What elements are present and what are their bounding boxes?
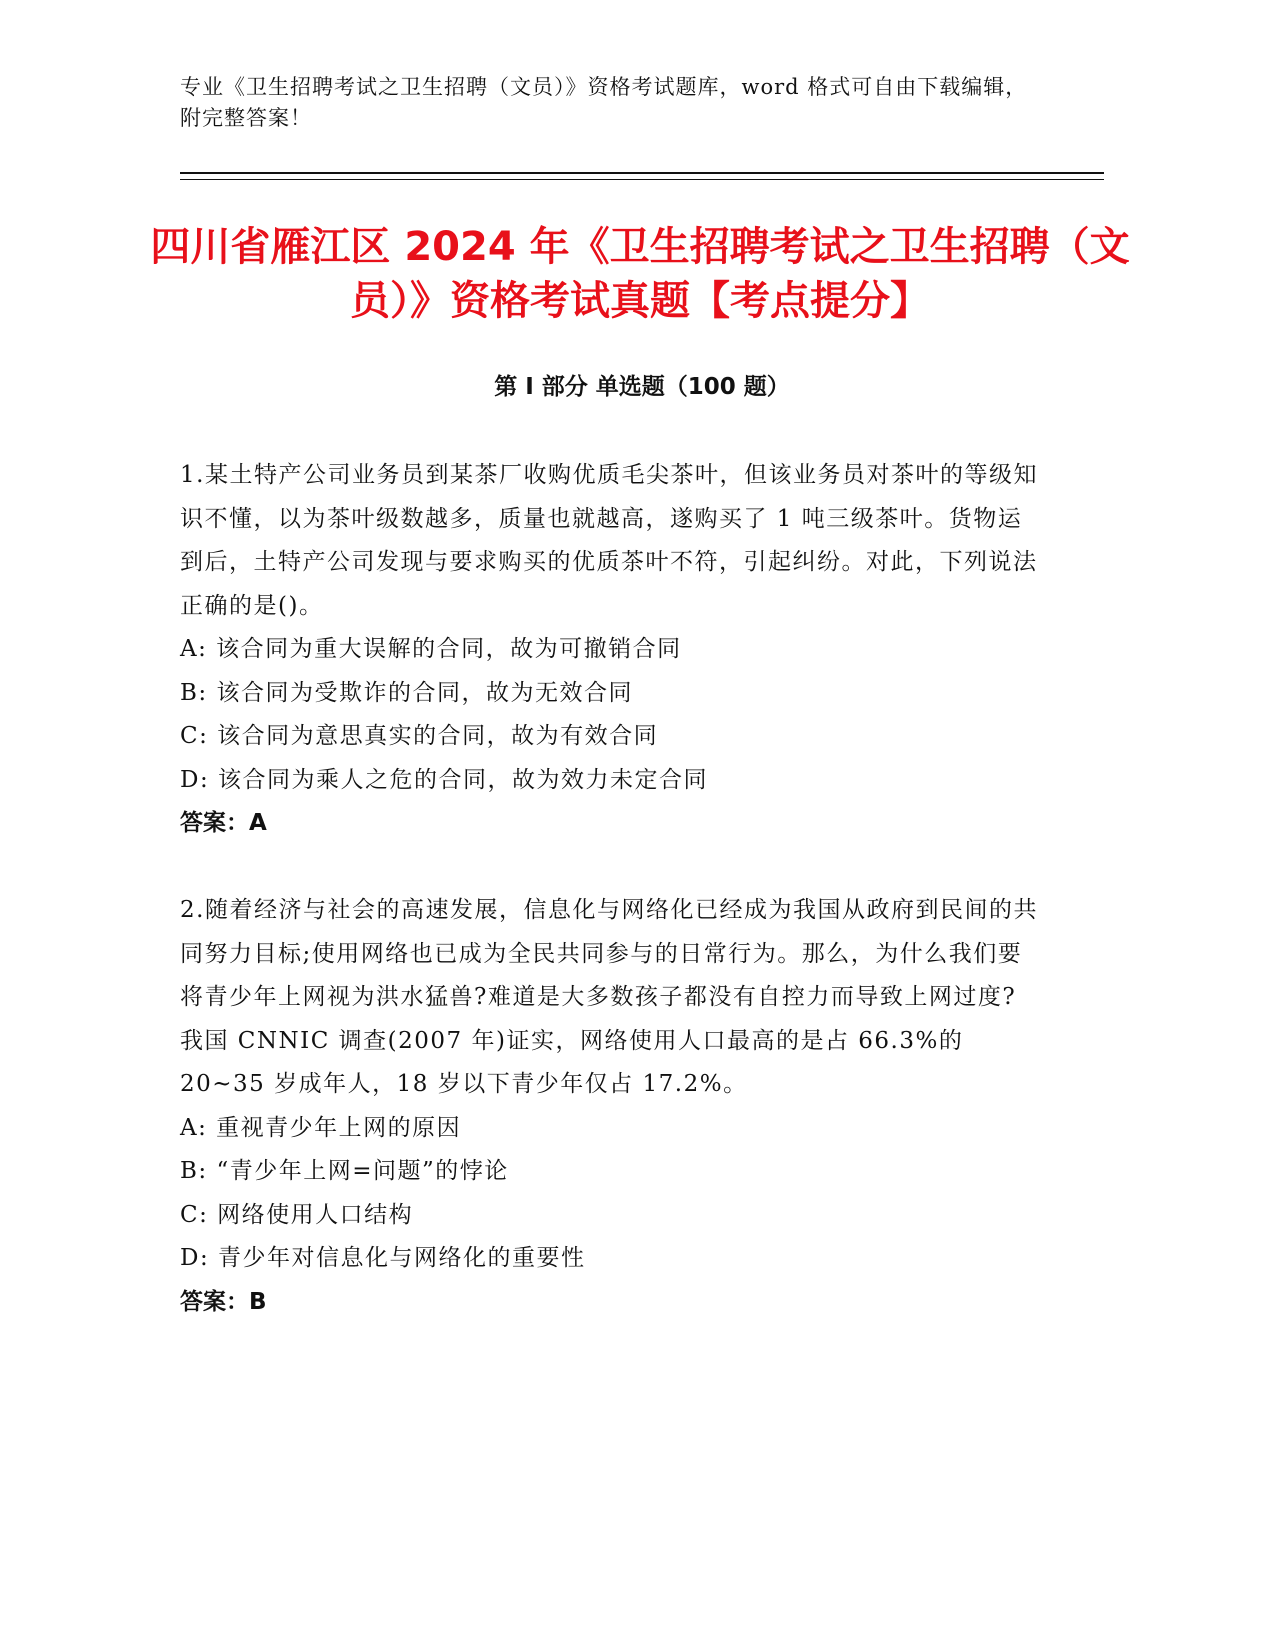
option-a: A: 该合同为重大误解的合同，故为可撤销合同 (180, 636, 682, 662)
header-divider-thin (180, 179, 1104, 180)
option-a: A: 重视青少年上网的原因 (180, 1114, 462, 1141)
question-2 (180, 889, 1040, 1324)
option-c: C: 网络使用人口结构 (180, 1201, 414, 1228)
option-d: D: 青少年对信息化与网络化的重要性 (180, 1245, 586, 1271)
option-d: D: 该合同为乘人之危的合同，故为效力未定合同 (180, 766, 709, 793)
option-b: B: 该合同为受欺诈的合同，故为无效合同 (180, 679, 633, 706)
option-b: B: “青少年上网=问题”的悖论 (180, 1158, 509, 1184)
document-title: 四川省雁江区 2024 年《卫生招聘考试之卫生招聘（文员）》资格考试真题【考点提分】 (150, 224, 1130, 324)
question-stem: 2.随着经济与社会的高速发展，信息化与网络化已经成为我国从政府到民间的共同努力目标;使用网络也已成为全民共同参与的日常行为。那么，为什么我们要将青少年上网视为洪水猛兽?难道是大多数孩子都没有自控力而导致上网过度?我国 CNNIC 调查(2007 年)证实，网络使用人口最高的是占 66.3%的 20~35 岁成年人，18 岁以下青少年仅占 17.2%。 (180, 897, 1038, 1097)
question-stem: 1.某土特产公司业务员到某茶厂收购优质毛尖茶叶，但该业务员对茶叶的等级知识不懂，以为茶叶级数越多，质量也就越高，遂购买了 1 吨三级茶叶。货物运到后，土特产公司发现与要求购买的优质茶叶不符，引起纠纷。对此，下列说法正确的是()。 (180, 462, 1038, 619)
section-heading: 第 I 部分 单选题（100 题） (494, 374, 790, 400)
answer: 答案：A (180, 810, 267, 836)
option-c: C: 该合同为意思真实的合同，故为有效合同 (180, 723, 659, 749)
header-note: 专业《卫生招聘考试之卫生招聘（文员）》资格考试题库，word 格式可自由下载编辑，附完整答案！ (180, 75, 1028, 130)
question-1 (180, 454, 1040, 846)
header-divider-thick (180, 172, 1104, 174)
answer: 答案：B (180, 1288, 267, 1315)
